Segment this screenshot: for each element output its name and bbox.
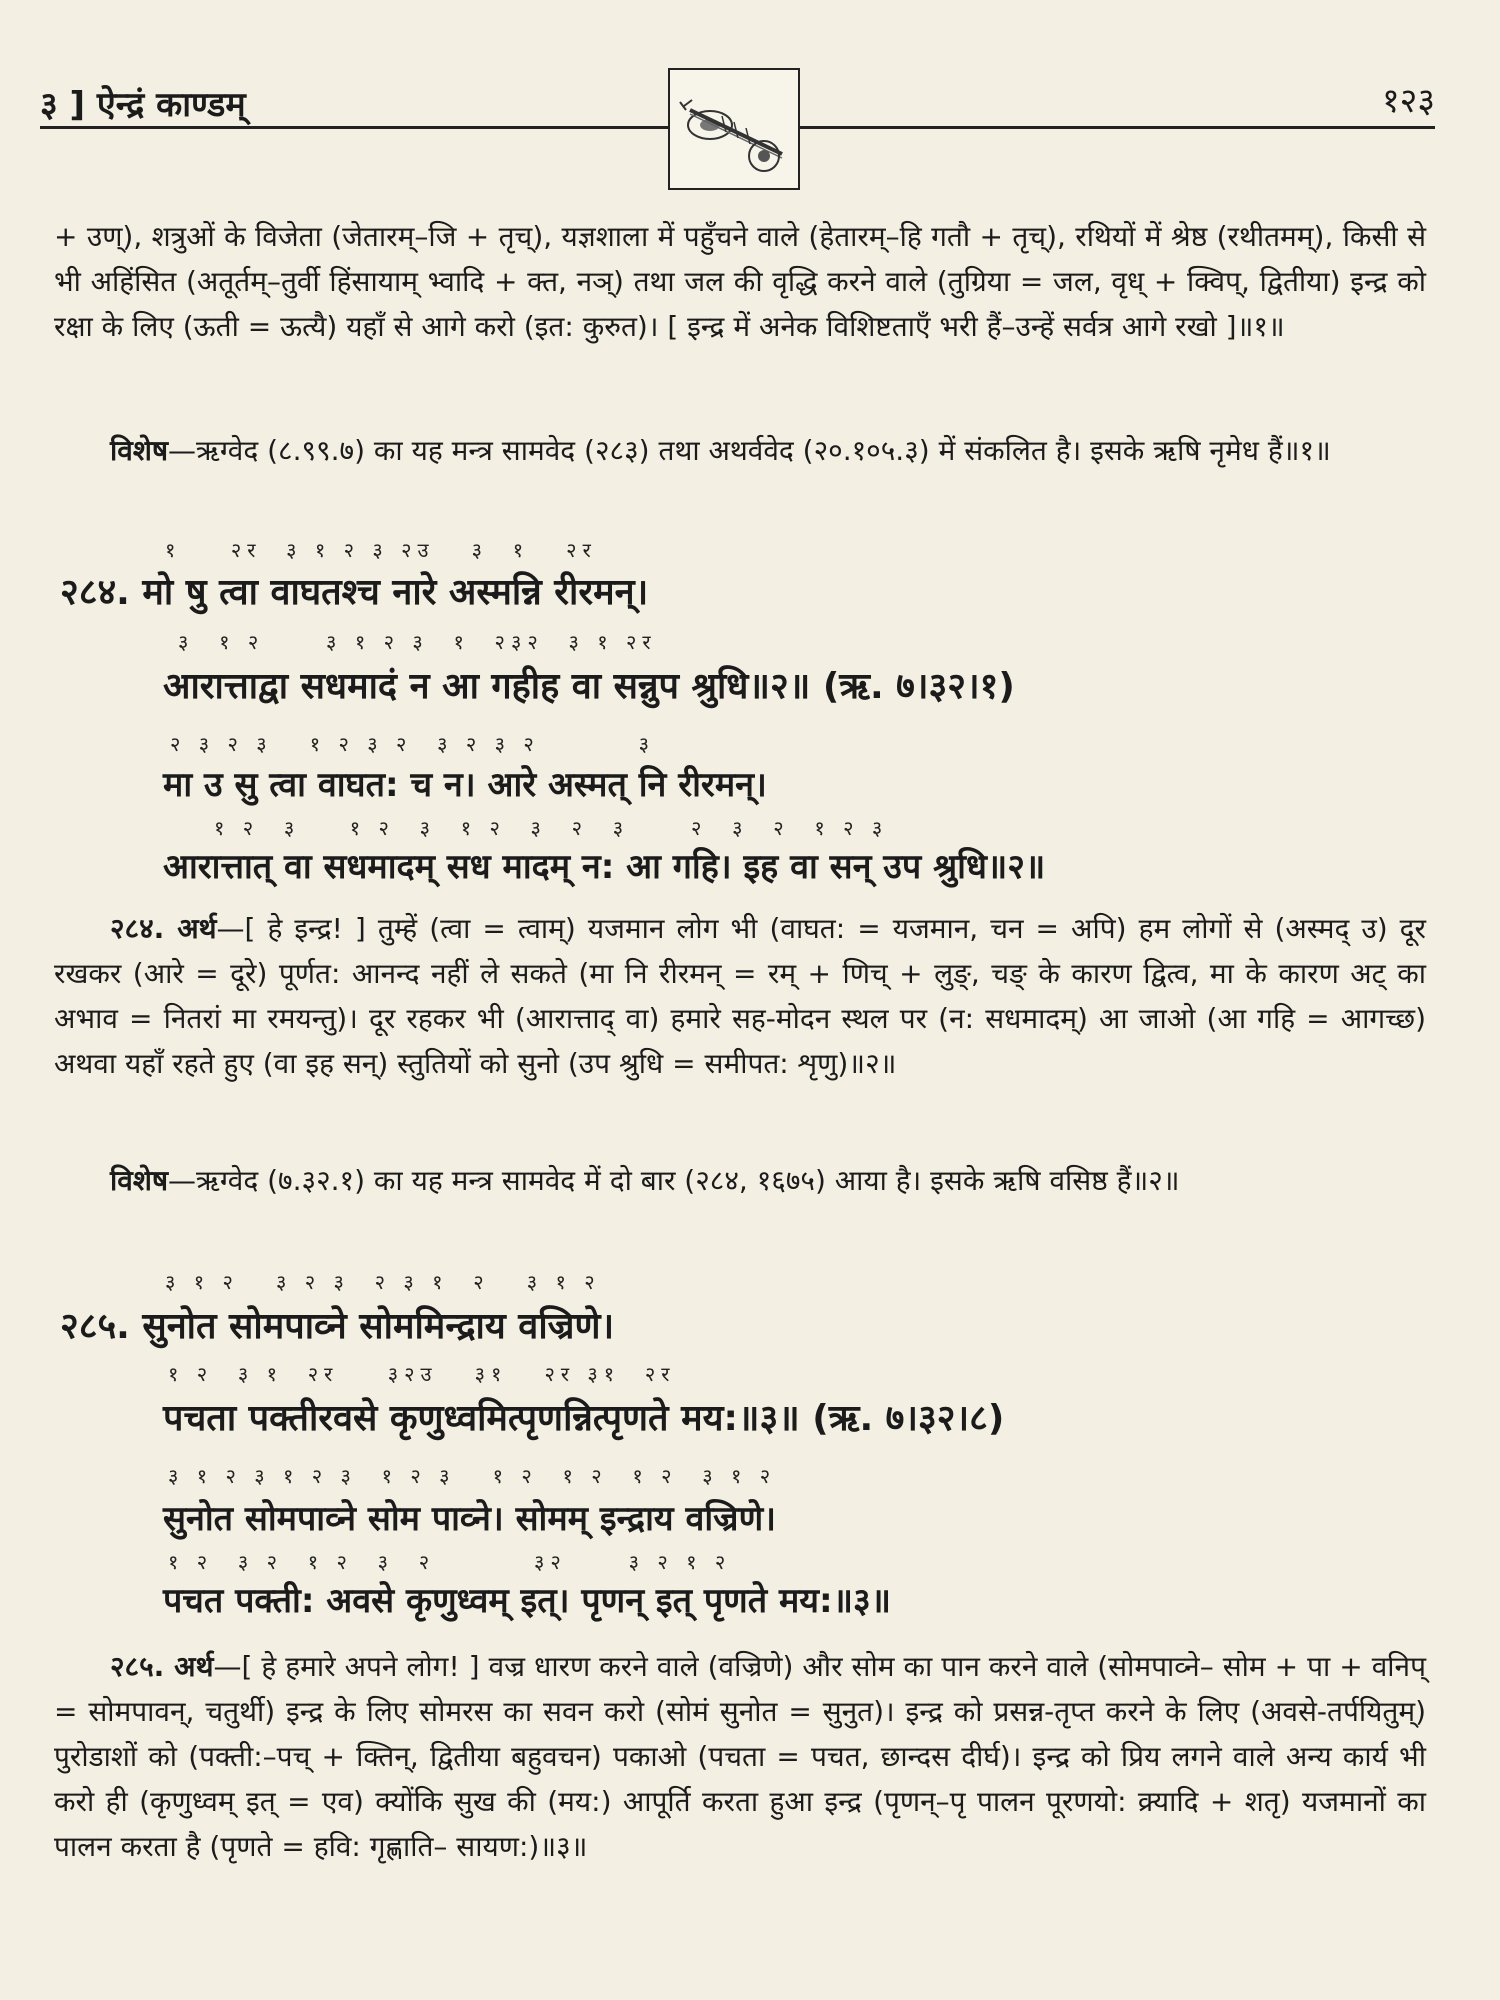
vishesh-text: —ऋग्वेद (७.३२.१) का यह मन्त्र सामवेद में दो बार (२८४, १६७५) आया है। इसके ऋषि वसिष्ठ हैं॥२॥: [168, 1164, 1180, 1197]
svara-marks: ३ १ २ ३ १ २ ३ १ २३२ ३ १ २र: [178, 630, 657, 654]
padapatha-285-line-2: पचत पक्ती: अवसे कृणुध्वम् इत्। पृणन् इत् पृणते मय:॥३॥: [163, 1581, 892, 1621]
running-title: ३ ] ऐन्द्रं काण्डम्: [40, 85, 246, 125]
mantra-285-line-2: पचता पक्तीरवसे कृणुध्वमित्पृणन्नित्पृणते मय:॥३॥ (ऋ. ७।३२।८): [163, 1398, 1005, 1439]
artha-text: —[ हे इन्द्र! ] तुम्हें (त्वा = त्वाम्) यजमान लोग भी (वाघत: = यजमान, चन = अपि) हम लोगों से (अस्मद् उ) दूर रखकर (आरे = दूरे) पूर्णत: आनन्द नहीं ले सकते (मा नि रीरमन् = रम् + णिच् + लुङ्, चङ् के कारण द्वित्व, मा के कारण अट् का अभाव = नितरां मा रमयन्तु)। दूर रहकर भी (आरात्ताद् वा) हमारे सह-मोदन स्थल पर (न: सधमादम्) आ जाओ (आ गहि = आगच्छ) अथवा यहाँ रहते हुए (वा इह सन्) स्तुतियों को सुनो (उप श्रुधि = समीपत: शृणु)॥२॥: [54, 912, 1426, 1080]
page-header: [40, 70, 1435, 150]
padapatha-284-line-2: आरात्तात् वा सधमादम् सध मादम् न: आ गहि। इह वा सन् उप श्रुधि॥२॥: [163, 847, 1046, 887]
svara-marks: १ २ ३ १ २ ३ १ २ ३ २ ३ २ ३ २ १ २ ३: [214, 816, 889, 840]
mantra-284-line-1: २८४. मो षु त्वा वाघतश्च नारे अस्मन्नि रीरमन्।: [60, 572, 649, 613]
svara-marks: २ ३ २ ३ १ २ ३ २ ३ २ ३ २ ३: [170, 732, 656, 756]
svara-marks: १ २ ३ १ २र ३२उ ३१ २र ३१ २र: [168, 1362, 676, 1386]
page-number: १२३: [1381, 81, 1435, 121]
artha-label: २८४. अर्थ: [110, 912, 217, 945]
svara-marks: १ २र ३ १ २ ३ २उ ३ १ २र: [165, 538, 597, 562]
veena-emblem-icon: [668, 68, 800, 190]
svara-marks: १ २ ३ २ १ २ ३ २ ३२ ३ २ १ २: [168, 1550, 732, 1574]
mantra-285-line-1: २८५. सुनोत सोमपाव्ने सोममिन्द्राय वज्रिणे।: [60, 1306, 615, 1347]
padapatha-285-line-1: सुनोत सोमपाव्ने सोम पाव्ने। सोमम् इन्द्राय वज्रिणे।: [163, 1499, 777, 1539]
artha-284: [54, 906, 1426, 1086]
svara-marks: ३ १ २ ३ २ ३ २ ३ १ २ ३ १ २: [165, 1270, 601, 1294]
vishesh-text: —ऋग्वेद (८.९९.७) का यह मन्त्र सामवेद (२८३) तथा अथर्ववेद (२०.१०५.३) में संकलित है। इसके ऋषि नृमेध हैं॥१॥: [168, 434, 1331, 467]
artha-label: २८५. अर्थ: [110, 1650, 214, 1683]
artha-285: [54, 1644, 1426, 1869]
paragraph-continued: + उण्), शत्रुओं के विजेता (जेतारम्–जि + तृच्), यज्ञशाला में पहुँचने वाले (हेतारम्–हि गतौ + तृच्), रथियों में श्रेष्ठ (रथीतमम्), किसी से भी अहिंसित (अतूर्तम्–तुर्वी हिंसायाम् भ्वादि + क्त, नञ्) तथा जल की वृद्धि करने वाले (तुग्रिया = जल, वृध् + क्विप्, द्वितीया) इन्द्र को रक्षा के लिए (ऊती = ऊत्यै) यहाँ से आगे करो (इत: कुरुत)। [ इन्द्र में अनेक विशिष्टताएँ भरी हैं–उन्हें सर्वत्र आगे रखो ]॥१॥: [54, 220, 1426, 343]
vishesh-label: विशेष: [110, 434, 169, 467]
padapatha-284-line-1: मा उ सु त्वा वाघत: च न। आरे अस्मत् नि रीरमन्।: [163, 765, 767, 805]
vishesh-label: विशेष: [110, 1164, 169, 1197]
vishesh-note-1: [54, 428, 1426, 473]
svara-marks: ३ १ २ ३ १ २ ३ १ २ ३ १ २ १ २ १ २ ३ १ २: [168, 1464, 777, 1488]
vishesh-note-2: [54, 1158, 1426, 1203]
mantra-284-line-2: आरात्ताद्वा सधमादं न आ गहीह वा सन्नुप श्रुधि॥२॥ (ऋ. ७।३२।१): [163, 666, 1015, 707]
artha-text: —[ हे हमारे अपने लोग! ] वज्र धारण करने वाले (वज्रिणे) और सोम का पान करने वाले (सोमपाव्ने– सोम + पा + वनिप् = सोमपावन्, चतुर्थी) इन्द्र के लिए सोमरस का सवन करो (सोमं सुनोत = सुनुत)। इन्द्र को प्रसन्न-तृप्त करने के लिए (अवसे-तर्पयितुम्) पुरोडाशों को (पक्ती:–पच् + क्तिन्, द्वितीया बहुवचन) पकाओ (पचता = पचत, छान्दस दीर्घ)। इन्द्र को प्रिय लगने वाले अन्य कार्य भी करो ही (कृणुध्वम् इत् = एव) क्योंकि सुख की (मय:) आपूर्ति करता हुआ इन्द्र (पृणन्–पृ पालन पूरणयो: क्र्यादि + शतृ) यजमानों का पालन करता है (पृणते = हवि: गृह्णाति– सायण:)॥३॥: [54, 1650, 1426, 1863]
